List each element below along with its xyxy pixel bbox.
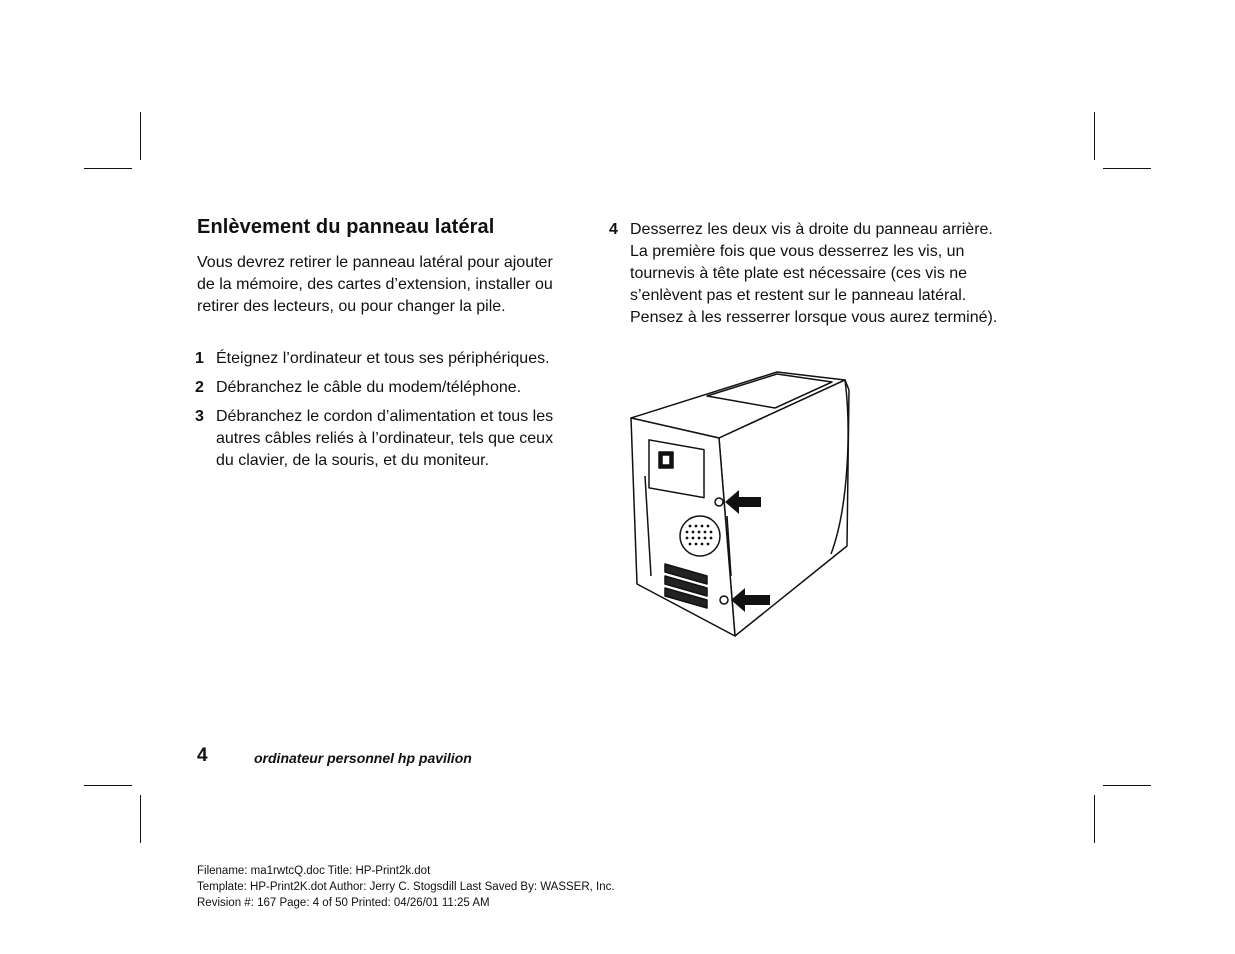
computer-tower-illustration (627, 366, 857, 642)
crop-mark (140, 795, 141, 843)
running-title: ordinateur personnel hp pavilion (254, 750, 472, 766)
page-number: 4 (197, 745, 208, 766)
crop-mark (84, 785, 132, 786)
step-list (195, 348, 565, 479)
crop-mark (140, 112, 141, 160)
crop-mark (1094, 112, 1095, 160)
step-text: Desserrez les deux vis à droite du panneau arrière. La première fois que vous desserrez les vis, un tournevis à tête plate est nécessaire (ces vis ne s’enlèvent pas et restent sur le panneau latéral. Pensez à les resserrer lorsque vous aurez terminé). (630, 221, 998, 326)
step-number: 1 (195, 350, 204, 367)
section-heading: Enlèvement du panneau latéral (197, 216, 495, 238)
crop-mark (1094, 795, 1095, 843)
step-3 (195, 406, 565, 472)
step-number: 4 (609, 221, 618, 238)
step-text: Débranchez le câble du modem/téléphone. (216, 379, 522, 396)
file-info-line: Filename: ma1rwtcQ.doc Title: HP-Print2k.dot (197, 865, 431, 877)
step-number: 3 (195, 408, 204, 425)
step-2 (195, 377, 565, 399)
file-info (197, 863, 615, 911)
step-text: Débranchez le cordon d’alimentation et tous les autres câbles reliés à l’ordinateur, tels que ceux du clavier, de la souris, et du moniteur. (216, 408, 554, 469)
crop-mark (1103, 168, 1151, 169)
intro-paragraph: Vous devrez retirer le panneau latéral pour ajouter de la mémoire, des cartes d’extension, installer ou retirer des lecteurs, ou pour changer la pile. (197, 254, 553, 315)
step-4 (609, 219, 1010, 329)
file-info-line: Template: HP-Print2K.dot Author: Jerry C. Stogsdill Last Saved By: WASSER, Inc. (197, 881, 615, 893)
file-info-line: Revision #: 167 Page: 4 of 50 Printed: 04/26/01 11:25 AM (197, 897, 490, 909)
crop-mark (84, 168, 132, 169)
step-number: 2 (195, 379, 204, 396)
step-1 (195, 348, 565, 370)
step-text: Éteignez l’ordinateur et tous ses périphériques. (216, 350, 550, 367)
crop-mark (1103, 785, 1151, 786)
